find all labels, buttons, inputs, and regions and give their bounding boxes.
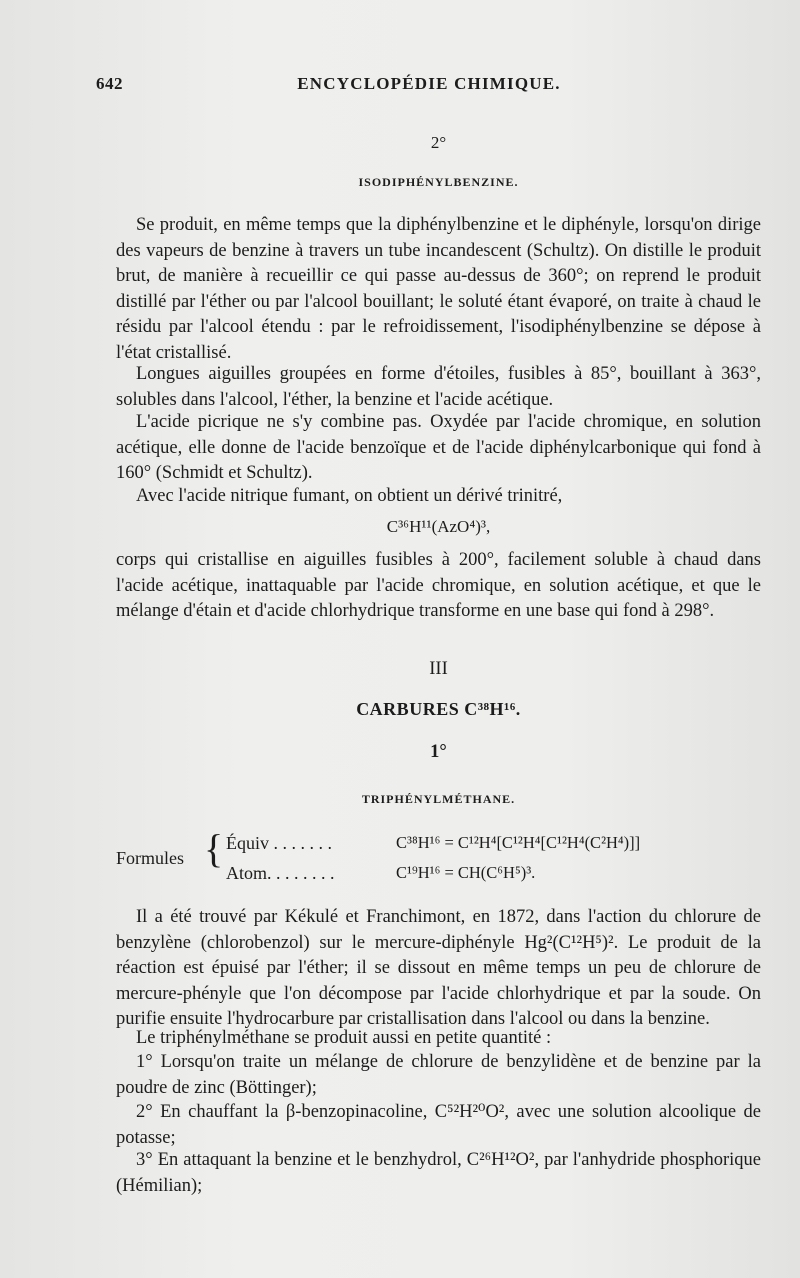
equiv-formula: C³⁸H¹⁶ = C¹²H⁴[C¹²H⁴[C¹²H⁴(C²H⁴)]] (396, 833, 641, 852)
formulas-brace: { (204, 826, 224, 871)
body-paragraph-2: Le triphénylméthane se produit aussi en petite quantité : (136, 1028, 552, 1048)
section-2-paragraph-3: L'acide picrique ne s'y combine pas. Oxydée par l'acide chromique, en solution acétique, elle donne de l'acide benzoïque et de l'acide diphénylcarbonique qui fond à 160° (Schmidt et Schultz). (116, 412, 761, 483)
section-2-paragraph-2: Longues aiguilles groupées en forme d'étoiles, fusibles à 85°, bouillant à 363°, solubles dans l'alcool, l'éther, la benzine et l'acide acétique. (116, 364, 761, 410)
formulas-label: Formules (116, 848, 185, 868)
body-paragraph-1: Il a été trouvé par Kékulé et Franchimont, en 1872, dans l'action du chlorure de benzylène (chlorobenzol) sur le mercure-diphényle Hg²(C¹²H⁵)². Le produit de la réaction est épuisé par l'éther; il se dissout en même temps un peu de chlorure de mercure-phényle que l'on décompose par l'acide chlorhydrique et par la soude. On purifie ensuite l'hydrocarbure par cristallisation dans l'alcool ou dans la benzine. (116, 907, 761, 1029)
running-title: ENCYCLOPÉDIE CHIMIQUE. (297, 74, 561, 93)
equiv-label: Équiv . . . . . . . (226, 833, 332, 853)
body-paragraph-3: 1° Lorsqu'on traite un mélange de chlorure de benzylidène et de benzine par la poudre de zinc (Böttinger); (116, 1052, 761, 1098)
section-2-title: ISODIPHÉNYLBENZINE. (358, 175, 519, 189)
section-2-paragraph-1: Se produit, en même temps que la diphénylbenzine et le diphényle, lorsqu'on dirige des vapeurs de benzine à travers un tube incandescent (Schultz). On distille le produit brut, de manière à recueillir ce qui passe au-dessus de 360°; on reprend le produit distillé par l'éther ou par l'alcool bouillant; le soluté étant évaporé, on traite à chaud le résidu par l'alcool étendu : par le refroidissement, l'isodiphénylbenzine se dépose à l'état cristallisé. (116, 215, 761, 363)
trinitro-formula: C³⁶H¹¹(AzO⁴)³, (386, 517, 491, 536)
atom-label: Atom. . . . . . . . (226, 863, 335, 883)
atom-formula: C¹⁹H¹⁶ = CH(C⁶H⁵)³. (396, 863, 536, 882)
section-3-sub-number: 1° (430, 742, 447, 762)
formulas-block (116, 823, 766, 893)
page-number: 642 (96, 74, 123, 93)
body-paragraph-5: 3° En attaquant la benzine et le benzhydrol, C²⁶H¹²O², par l'anhydride phosphorique (Hémilian); (116, 1150, 761, 1196)
section-2-paragraph-5: corps qui cristallise en aiguilles fusibles à 200°, facilement soluble à chaud dans l'acide acétique, inattaquable par l'acide chromique, en solution acétique, et que le mélange d'étain et d'acide chlorhydrique transforme en une base qui fond à 298°. (116, 550, 761, 621)
section-2-paragraph-4: Avec l'acide nitrique fumant, on obtient un dérivé trinitré, (136, 486, 563, 506)
section-2-number: 2° (430, 133, 447, 152)
section-3-sub-title: TRIPHÉNYLMÉTHANE. (361, 792, 516, 806)
section-3-title: CARBURES C³⁸H¹⁶. (356, 699, 521, 719)
running-header (96, 74, 762, 96)
body-paragraph-4: 2° En chauffant la β-benzopinacoline, C⁵²H²⁰O², avec une solution alcoolique de potasse; (116, 1102, 761, 1148)
section-3-roman: III (429, 659, 448, 679)
